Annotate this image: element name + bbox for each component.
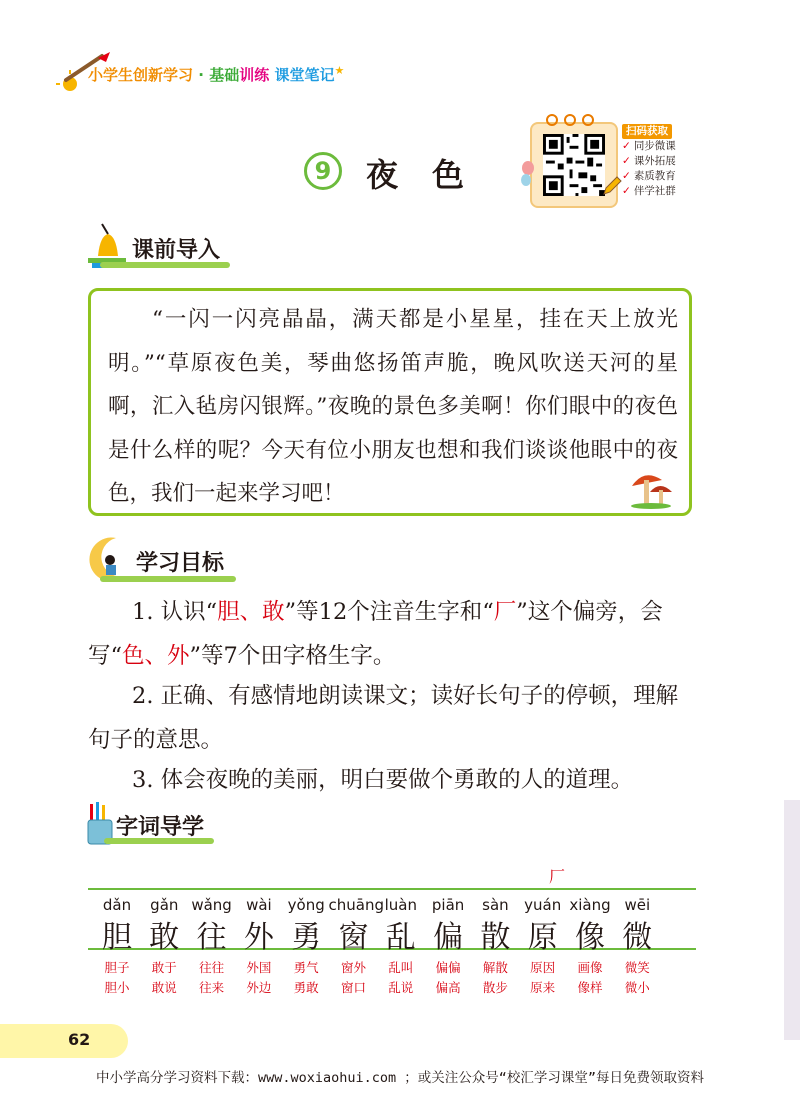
intro-paragraph: “一闪一闪亮晶晶，满天都是小星星，挂在天上放光明。”“草原夜色美，琴曲悠扬笛声脆，晚风吹送天河的星啊，汇入毡房闪银辉。”夜晚的景色多美啊！你们眼中的夜色是什么样的呢？今天有位小朋友也想和我们谈谈他眼中的夜色，我们一起来学习吧！ bbox=[108, 307, 678, 506]
goal-highlight: 厂 bbox=[493, 599, 517, 625]
vocab-word: 乱说 bbox=[388, 980, 414, 995]
vocab-word: 原来 bbox=[530, 980, 556, 995]
vocab-word: 像样 bbox=[577, 980, 603, 995]
pinyin: chuāng bbox=[328, 896, 384, 914]
page-edge-strip bbox=[784, 800, 800, 1040]
pinyin: piān bbox=[431, 896, 465, 914]
qr-benefits-list bbox=[622, 124, 676, 199]
vocab-word: 敢说 bbox=[151, 980, 177, 995]
balloon-icon bbox=[520, 160, 536, 190]
vocab-word: 画像 bbox=[577, 960, 603, 975]
hanzi-char: 微 bbox=[622, 920, 653, 955]
qr-item: ✓ 素质教育 bbox=[622, 169, 676, 184]
pinyin: xiàng bbox=[569, 896, 611, 914]
lesson-number: 9 bbox=[304, 152, 342, 190]
goal-highlight: 胆、敢 bbox=[217, 599, 285, 625]
vocab-word: 微小 bbox=[624, 980, 650, 995]
hanzi-char: 往 bbox=[196, 920, 227, 955]
pinyin: wēi bbox=[624, 896, 651, 914]
pinyin: luàn bbox=[384, 896, 417, 914]
pinyin: wài bbox=[246, 896, 272, 914]
hanzi-char: 窗 bbox=[338, 920, 369, 955]
brand-name: 小学生创新学习 bbox=[88, 66, 194, 84]
brand-banner bbox=[88, 64, 344, 85]
vocab-word: 偏偏 bbox=[435, 960, 461, 975]
footer-note: 中小学高分学习资料下载：www.woxiaohui.com ；或关注公众号“校汇学习课堂”每日免费领取资料 bbox=[95, 1070, 705, 1086]
vocab-word: 敢于 bbox=[151, 960, 177, 975]
hanzi-char: 乱 bbox=[385, 920, 416, 955]
goal-highlight: 色、外 bbox=[122, 643, 190, 669]
vocab-word: 外国 bbox=[246, 960, 272, 975]
qr-item: ✓ 课外拓展 bbox=[622, 154, 676, 169]
qr-heading: 扫码获取 bbox=[622, 124, 672, 139]
goal-text: 1. 认识“ bbox=[132, 599, 218, 625]
vocab-word: 胆小 bbox=[104, 980, 130, 995]
hanzi-char: 胆 bbox=[102, 920, 132, 955]
brand-notes: 课堂笔记 bbox=[274, 66, 335, 84]
vocab-word: 外边 bbox=[246, 980, 272, 995]
pencil-icon bbox=[602, 176, 622, 196]
section-title-intro: 课前导入 bbox=[132, 238, 221, 263]
vocab-word: 偏高 bbox=[435, 980, 461, 995]
pinyin: wǎng bbox=[191, 896, 232, 914]
hanzi-char: 原 bbox=[527, 920, 558, 955]
brand-training: 训练 bbox=[239, 66, 270, 84]
star-icon: ★ bbox=[334, 64, 345, 77]
vocab-word: 往来 bbox=[199, 980, 225, 995]
vocab-word: 往往 bbox=[199, 960, 225, 975]
vocab-word: 窗口 bbox=[340, 980, 366, 995]
vocab-word: 乱叫 bbox=[388, 960, 414, 975]
brand-basic: 基础 bbox=[209, 66, 240, 84]
radical-note: 厂 bbox=[549, 867, 566, 886]
lesson-title: 夜色 bbox=[366, 156, 499, 194]
page-number: 62 bbox=[68, 1030, 91, 1049]
vocab-word: 勇敢 bbox=[293, 980, 319, 995]
hanzi-char: 散 bbox=[480, 920, 511, 955]
binder-rings-icon bbox=[540, 112, 600, 128]
vocab-word: 微笑 bbox=[624, 960, 650, 975]
hanzi-char: 外 bbox=[243, 920, 274, 955]
vocab-word: 窗外 bbox=[340, 960, 366, 975]
goal-text: ”等12个注音生字和“ bbox=[284, 599, 494, 625]
hanzi-char: 偏 bbox=[433, 920, 464, 955]
pinyin: gǎn bbox=[150, 896, 179, 914]
goal-1 bbox=[88, 590, 696, 678]
brand-dot: · bbox=[198, 66, 204, 84]
vocab-word: 原因 bbox=[530, 960, 556, 975]
pinyin: dǎn bbox=[102, 896, 132, 914]
pinyin: sàn bbox=[482, 896, 509, 914]
goal-text: ”等7个田字格生字。 bbox=[189, 643, 396, 669]
qr-item: ✓ 同步微课 bbox=[622, 139, 676, 154]
hanzi-char: 勇 bbox=[291, 920, 322, 955]
vocab-word: 勇气 bbox=[293, 960, 319, 975]
hanzi-char: 像 bbox=[575, 920, 605, 955]
pinyin: yǒng bbox=[287, 896, 325, 914]
qr-item: ✓ 伴学社群 bbox=[622, 184, 676, 199]
pinyin: yuán bbox=[524, 896, 562, 914]
page-number-bar bbox=[0, 1024, 128, 1058]
section-title-vocab: 字词导学 bbox=[116, 815, 205, 840]
goal-3: 3. 体会夜晚的美丽，明白要做个勇敢的人的道理。 bbox=[132, 767, 634, 793]
vocab-word: 解散 bbox=[482, 960, 508, 975]
vocab-word: 散步 bbox=[482, 980, 508, 995]
hanzi-char: 敢 bbox=[149, 920, 180, 955]
section-title-goals: 学习目标 bbox=[136, 551, 225, 576]
goal-2: 2. 正确、有感情地朗读课文；读好长句子的停顿，理解句子的意思。 bbox=[88, 683, 679, 753]
goal-text: ”这个偏旁，会写“ bbox=[88, 599, 663, 669]
vocab-rule-top bbox=[88, 888, 696, 890]
qr-code[interactable] bbox=[543, 134, 605, 196]
mushroom-icon bbox=[626, 466, 676, 510]
vocab-word: 胆子 bbox=[104, 960, 130, 975]
